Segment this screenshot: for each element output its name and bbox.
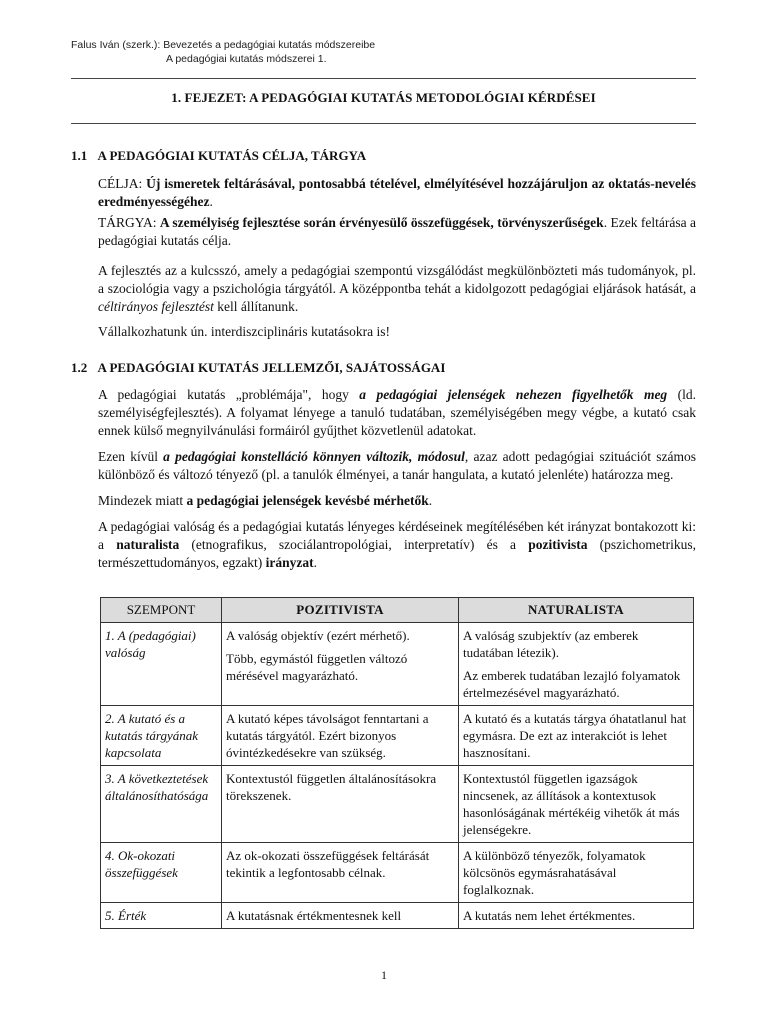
section-1-1-body: [98, 175, 696, 341]
section-1-2-body: [98, 386, 696, 572]
table-header-row: [101, 598, 694, 623]
header-pozitivista: POZITIVISTA: [222, 598, 459, 623]
aspect-cell: 3. A következtetések általánosíthatósága: [101, 766, 222, 843]
naturalist-cell: [459, 706, 694, 766]
interdisciplinary-paragraph: Vállalkozhatunk ún. interdiszciplináris kutatásokra is!: [98, 324, 391, 339]
header-szempont: SZEMPONT: [101, 598, 222, 623]
aspect-cell: 4. Ok-okozati összefüggések: [101, 843, 222, 903]
header-naturalista: NATURALISTA: [459, 598, 694, 623]
celja-text: Új ismeretek feltárásával, pontosabbá tételével, elmélyítésével hozzájáruljon az oktatás-nevelés eredményességéhez: [98, 176, 696, 209]
aspect-cell: 2. A kutató és a kutatás tárgyának kapcsolata: [101, 706, 222, 766]
development-paragraph: [98, 262, 696, 316]
trends-naturalist: naturalista: [116, 537, 180, 552]
cell-text: Több, egymástól független változó mérésével magyarázható.: [226, 651, 408, 683]
cell-text: Az ok-okozati összefüggések feltárását tekintik a legfontosabb célnak.: [226, 848, 430, 880]
naturalist-cell: [459, 903, 694, 929]
aspect-cell: 5. Érték: [101, 903, 222, 929]
cell-text: A kutató képes távolságot fenntartani a kutatás tárgyától. Ezért bizonyos óvintézkedésekre van szükség.: [226, 711, 429, 760]
cell-text: Az emberek tudatában lezajló folyamatok értelmezésével magyarázható.: [463, 668, 681, 700]
cell-text: A valóság szubjektív (az emberek tudatában létezik).: [463, 628, 639, 660]
development-italic: céltirányos fejlesztést: [98, 299, 214, 314]
comparison-table: [100, 597, 694, 929]
header-line-1: Falus Iván (szerk.): Bevezetés a pedagógiai kutatás módszereibe: [71, 39, 376, 51]
development-end: kell állítanunk.: [213, 299, 299, 314]
constellation-end: , azaz adott pedagógiai szituációt számos különböző és változó tényező (pl. a tanulók élményei, a tanár hangulata, a kutató jelenléte) határozza meg.: [98, 449, 697, 482]
celja-paragraph: [98, 175, 696, 211]
positivist-cell: [222, 706, 459, 766]
table-row: [101, 766, 694, 843]
naturalist-cell: [459, 623, 694, 706]
targya-paragraph: [98, 214, 696, 250]
positivist-cell: [222, 623, 459, 706]
naturalist-cell: [459, 766, 694, 843]
header-divider: [71, 78, 696, 79]
celja-label: CÉLJA:: [98, 176, 147, 191]
chapter-title: 1. FEJEZET: A PEDAGÓGIAI KUTATÁS METODOLÓGIAI KÉRDÉSEI: [171, 90, 596, 105]
celja-end: .: [209, 194, 213, 209]
trends-end: .: [313, 555, 317, 570]
header-line-2: A pedagógiai kutatás módszerei 1.: [166, 53, 327, 65]
development-text: A fejlesztés az a kulcsszó, amely a pedagógiai szempontú vizsgálódást megkülönbözteti más tudományok, pl. a szociológia vagy a pszichológia tárgyától. A középpontba tehát a kidolgozott pedagógiai eljárások hatását, a: [98, 263, 696, 296]
table-row: [101, 903, 694, 929]
constellation-start: Ezen kívül: [98, 449, 164, 464]
trends-paragraph: [98, 518, 696, 572]
targya-end: . Ezek feltárása a pedagógiai kutatás célja.: [98, 215, 696, 248]
measurability-paragraph: [98, 492, 696, 510]
cell-text: A kutatásnak értékmentesnek kell: [226, 908, 402, 923]
cell-text: Kontextustól független általánosításokra törekszenek.: [226, 771, 437, 803]
table-row: [101, 843, 694, 903]
section-title: A PEDAGÓGIAI KUTATÁS CÉLJA, TÁRGYA: [97, 148, 367, 163]
constellation-emphasis: a pedagógiai konstelláció könnyen változik, módosul: [163, 449, 465, 464]
chapter-divider: [71, 123, 696, 124]
problem-end: (ld. személyiségfejlesztés). A folyamat lényege a tanuló tudatában, személyiségében megy végbe, a kutató csak ennek külső megnyilvánulási formáiról gyűjthet közvetlenül adatokat.: [98, 387, 696, 438]
section-title: A PEDAGÓGIAI KUTATÁS JELLEMZŐI, SAJÁTOSSÁGAI: [97, 360, 446, 375]
trends-start: A pedagógiai valóság és a pedagógiai kutatás lényeges kérdéseinek megítélésében két irányzat bontakozott ki: a: [98, 519, 696, 552]
section-number: 1.1: [71, 148, 88, 163]
targya-label: TÁRGYA:: [98, 215, 160, 230]
problem-start: A pedagógiai kutatás „problémája", hogy: [98, 387, 360, 402]
cell-text: A valóság objektív (ezért mérhető).: [226, 628, 410, 643]
targya-text: A személyiség fejlesztése során érvényesülő összefüggések, törvényszerűségek: [159, 215, 604, 230]
aspect-cell: 1. A (pedagógiai) valóság: [101, 623, 222, 706]
measurability-bold: a pedagógiai jelenségek kevésbé mérhetők: [186, 493, 429, 508]
table-row: [101, 706, 694, 766]
trends-mid-2: (pszichometrikus, természettudományos, egzakt): [98, 537, 696, 570]
table-row: [101, 623, 694, 706]
trends-positivist: pozitivista: [528, 537, 588, 552]
cell-text: A különböző tényezők, folyamatok kölcsönös egymásrahatásával foglalkoznak.: [463, 848, 646, 897]
positivist-cell: [222, 903, 459, 929]
section-heading-1-2: [71, 360, 445, 376]
cell-text: A kutatás nem lehet értékmentes.: [463, 908, 636, 923]
constellation-paragraph: [98, 448, 696, 484]
naturalist-cell: [459, 843, 694, 903]
measurability-start: Mindezek miatt: [98, 493, 187, 508]
trends-irany: irányzat: [265, 555, 314, 570]
problem-paragraph: [98, 386, 696, 440]
problem-emphasis: a pedagógiai jelenségek nehezen figyelhetők meg: [359, 387, 668, 402]
cell-text: A kutató és a kutatás tárgya óhatatlanul hat egymásra. De ezt az interakciót is lehet hasznosítani.: [463, 711, 687, 760]
positivist-cell: [222, 843, 459, 903]
page-number: 1: [381, 968, 387, 982]
positivist-cell: [222, 766, 459, 843]
measurability-end: .: [428, 493, 433, 508]
trends-mid: (etnografikus, szociálantropológiai, interpretatív) és a: [179, 537, 529, 552]
running-header: [71, 38, 375, 66]
cell-text: Kontextustól független igazságok nincsenek, az állítások a kontextusok hasonlóságának mértékéig vihetők át más jelenségekre.: [463, 771, 680, 837]
section-number: 1.2: [71, 360, 88, 375]
section-heading-1-1: [71, 148, 366, 164]
